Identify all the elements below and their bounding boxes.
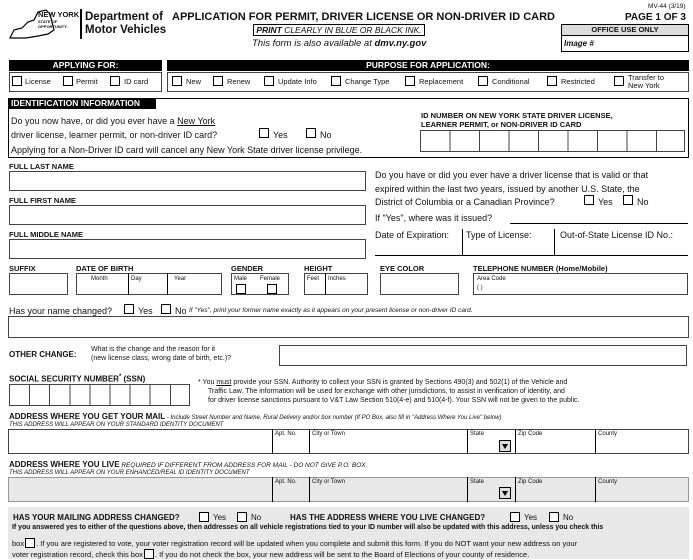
divider	[595, 477, 596, 502]
issued-where-label: If "Yes", where was it issued?	[375, 213, 493, 223]
permit-checkbox[interactable]	[63, 76, 73, 86]
ny-license-question: Do you now have, or did you ever have a New York	[11, 116, 216, 126]
logo-line-1: NEW YORK	[38, 10, 80, 19]
ssn-notice-2: Traffic Law. The information will be used for exchange with other jurisdictions, to assist in verification of identity, and	[208, 388, 565, 395]
other-license-question-1: Do you have or did you ever have a driver license that is valid or that	[375, 170, 649, 180]
former-name-note: If "Yes", print your former name exactly as it appears on your present license or non-driver ID card.	[189, 307, 473, 314]
form-number: MV-44 (3/19)	[648, 3, 686, 10]
dept-line-2: Motor Vehicles	[85, 24, 167, 36]
mail-zip-label: Zip Code	[518, 431, 543, 437]
live-changed-yes-checkbox[interactable]	[510, 512, 520, 522]
ssn-label: SOCIAL SECURITY NUMBER* (SSN)	[9, 374, 146, 384]
year-label: Year	[174, 276, 187, 282]
name-changed-question: Has your name changed?	[9, 306, 113, 316]
divider	[467, 477, 468, 502]
replacement-label: Replacement	[419, 77, 464, 86]
purpose-header: PURPOSE FOR APPLICATION:	[167, 60, 689, 71]
other-change-question-1: What is the change and the reason for it	[91, 346, 216, 353]
dob-label: DATE OF BIRTH	[76, 264, 134, 273]
voter-opt-out-checkbox[interactable]	[144, 549, 154, 559]
ssn-notice-1: * You must provide your SSN. Authority to collect your SSN is granted by Sections 490(3) and 502(1) of the Vehicle and	[198, 379, 568, 386]
divider	[272, 477, 273, 502]
mail-apt-label: Apt. No.	[275, 431, 297, 437]
mail-city-label: City or Town	[312, 431, 345, 437]
live-address-label: ADDRESS WHERE YOU LIVE REQUIRED IF DIFFERENT FROM ADDRESS FOR MAIL - DO NOT GIVE P.O. BOX.	[9, 460, 368, 469]
divider	[325, 273, 326, 295]
live-apt-label: Apt. No.	[275, 479, 297, 485]
divider	[462, 229, 463, 255]
non-driver-note: Applying for a Non-Driver ID card will cancel any New York State driver license privilege.	[11, 145, 363, 155]
suffix-label: SUFFIX	[9, 264, 36, 273]
conditional-checkbox[interactable]	[478, 76, 488, 86]
mailing-changed-question: HAS YOUR MAILING ADDRESS CHANGED?	[13, 513, 180, 522]
divider	[595, 429, 596, 454]
other-change-question-2: (new license class, wrong date of birth, etc.)?	[91, 355, 232, 362]
live-address-input[interactable]	[8, 477, 689, 502]
office-use-label: OFFICE USE ONLY	[562, 25, 688, 36]
name-changed-no-label: No	[175, 306, 187, 316]
divider	[272, 429, 273, 454]
live-city-label: City or Town	[312, 479, 345, 485]
first-name-input[interactable]	[9, 205, 366, 225]
inches-label: Inches	[328, 276, 346, 282]
middle-name-input[interactable]	[9, 239, 366, 259]
other-license-yes-label: Yes	[598, 197, 613, 207]
new-label: New	[186, 77, 202, 86]
restricted-checkbox[interactable]	[547, 76, 557, 86]
mail-state-label: State	[470, 431, 485, 437]
mail-address-input[interactable]	[8, 429, 689, 454]
mail-address-sub: THIS ADDRESS WILL APPEAR ON YOUR STANDARD IDENTITY DOCUMENT	[9, 422, 224, 428]
divider	[309, 477, 310, 502]
oos-id-label: Out-of-State License ID No.:	[560, 230, 674, 240]
day-label: Day	[131, 276, 142, 282]
update-info-checkbox[interactable]	[264, 76, 274, 86]
live-changed-no-label: No	[563, 513, 574, 522]
middle-name-label: FULL MIDDLE NAME	[9, 230, 84, 239]
ssn-notice-3: for driver license sanctions pursuant to V&T Law Section 510(4-e) and 510(4-f). Your SSN will not be given to the public.	[208, 397, 580, 404]
id-number-label-2: LEARNER PERMIT, or NON-DRIVER ID CARD	[421, 120, 582, 129]
ny-license-question-2: driver license, learner permit, or non-driver ID card?	[11, 130, 218, 140]
eye-color-input[interactable]	[380, 273, 459, 295]
first-name-label: FULL FIRST NAME	[9, 196, 76, 205]
other-license-yes-checkbox[interactable]	[584, 195, 594, 205]
change-type-checkbox[interactable]	[331, 76, 341, 86]
divider	[309, 429, 310, 454]
former-name-input[interactable]	[8, 316, 689, 338]
name-changed-yes-checkbox[interactable]	[124, 304, 134, 314]
registration-notice-1: If you answered yes to either of the questions above, then addresses on all vehicle registrations tied to your ID number will also be updated with this address, unless you check this	[12, 524, 604, 531]
print-instruction: PRINT CLEARLY IN BLUE OR BLACK INK.	[253, 24, 425, 36]
male-checkbox[interactable]	[236, 284, 246, 294]
area-code-parens: ( )	[477, 285, 483, 291]
mail-state-dropdown-icon[interactable]	[499, 440, 511, 452]
ny-license-yes-checkbox[interactable]	[259, 128, 269, 138]
ny-license-no-label: No	[320, 130, 332, 140]
update-info-label: Update Info	[278, 77, 317, 86]
page-indicator: PAGE 1 OF 3	[625, 12, 686, 23]
divider	[128, 273, 129, 295]
id-number-input[interactable]	[420, 130, 685, 152]
name-changed-no-checkbox[interactable]	[161, 304, 171, 314]
divider	[515, 429, 516, 454]
other-change-label: OTHER CHANGE:	[9, 350, 77, 359]
live-zip-label: Zip Code	[518, 479, 543, 485]
ny-license-no-checkbox[interactable]	[306, 128, 316, 138]
live-county-label: County	[598, 479, 618, 485]
divider	[515, 477, 516, 502]
license-label: License	[25, 77, 51, 86]
renew-label: Renew	[227, 77, 251, 86]
conditional-label: Conditional	[492, 77, 530, 86]
mailing-changed-no-label: No	[251, 513, 262, 522]
license-type-label: Type of License:	[466, 230, 532, 240]
phone-label: TELEPHONE NUMBER (Home/Mobile)	[473, 264, 608, 273]
other-license-no-checkbox[interactable]	[623, 195, 633, 205]
live-state-label: State	[470, 479, 485, 485]
office-use-box	[561, 24, 689, 52]
registration-notice-2: box . If you are registered to vote, your voter registration record will be updated when you complete and submit this form. If you do NOT want your new address on your	[12, 539, 578, 548]
expiration-label: Date of Expiration:	[375, 230, 450, 240]
mail-county-label: County	[598, 431, 618, 437]
image-number-label: Image #	[564, 39, 594, 48]
license-checkbox[interactable]	[12, 76, 22, 86]
height-label: HEIGHT	[304, 264, 333, 273]
live-changed-yes-label: Yes	[524, 513, 538, 522]
eye-color-label: EYE COLOR	[380, 264, 425, 273]
replacement-checkbox[interactable]	[405, 76, 415, 86]
ny-license-yes-label: Yes	[273, 130, 288, 140]
other-license-question-3: District of Columbia or a Canadian Province?	[375, 197, 555, 207]
issued-where-input[interactable]	[510, 223, 688, 224]
month-label: Month	[91, 276, 108, 282]
female-label: Female	[260, 276, 281, 282]
mail-address-label: ADDRESS WHERE YOU GET YOUR MAIL - Include Street Number and Name, Rural Delivery and/or box number (If PO Box, also fill in "Address Where You Live" below)	[9, 412, 502, 421]
header-divider	[80, 9, 82, 39]
logo-line-2: STATE OF	[38, 19, 58, 24]
renew-checkbox[interactable]	[213, 76, 223, 86]
form-title: APPLICATION FOR PERMIT, DRIVER LICENSE OR NON-DRIVER ID CARD	[172, 11, 555, 23]
transfer-label-1: Transfer to	[628, 73, 664, 82]
last-name-input[interactable]	[9, 171, 366, 191]
suffix-input[interactable]	[9, 273, 68, 295]
mailing-changed-yes-checkbox[interactable]	[199, 512, 209, 522]
divider	[167, 273, 168, 295]
new-checkbox[interactable]	[172, 76, 182, 86]
divider	[467, 429, 468, 454]
live-changed-no-checkbox[interactable]	[549, 512, 559, 522]
mailing-changed-yes-label: Yes	[213, 513, 227, 522]
live-changed-question: HAS THE ADDRESS WHERE YOU LIVE CHANGED?	[290, 513, 486, 522]
gender-label: GENDER	[231, 264, 264, 273]
id-number-label-1: ID NUMBER ON NEW YORK STATE DRIVER LICENSE,	[421, 111, 613, 120]
live-address-sub: THIS ADDRESS WILL APPEAR ON YOUR ENHANCED/REAL ID IDENTITY DOCUMENT	[9, 470, 250, 476]
registration-notice-3: voter registration record, check this box . If you do not check the box, your new address will be sent to the Board of Elections of your county of residence.	[12, 550, 530, 559]
other-license-details-input[interactable]	[375, 255, 688, 256]
other-license-question-2: expired within the last two years, issued by another U.S. State, the	[375, 184, 640, 194]
other-license-no-label: No	[637, 197, 649, 207]
id-card-label: ID card	[124, 77, 149, 86]
change-type-label: Change Type	[345, 77, 390, 86]
live-state-dropdown-icon[interactable]	[499, 487, 511, 499]
identification-header: IDENTIFICATION INFORMATION	[8, 98, 156, 109]
id-card-checkbox[interactable]	[110, 76, 120, 86]
permit-label: Permit	[76, 77, 98, 86]
other-change-input[interactable]	[279, 345, 687, 366]
divider	[554, 229, 555, 255]
transfer-checkbox[interactable]	[614, 76, 624, 86]
available-note: This form is also available at dmv.ny.gov	[252, 38, 427, 49]
feet-label: Feet	[307, 276, 320, 282]
male-label: Male	[234, 276, 248, 282]
logo-line-3: OPPORTUNITY.	[38, 24, 68, 29]
name-changed-yes-label: Yes	[138, 306, 153, 316]
restricted-label: Restricted	[561, 77, 595, 86]
applying-for-header: APPLYING FOR:	[9, 60, 162, 71]
ssn-input[interactable]	[9, 384, 190, 406]
mailing-changed-no-checkbox[interactable]	[237, 512, 247, 522]
last-name-label: FULL LAST NAME	[9, 162, 74, 171]
transfer-label-2: New York	[628, 81, 660, 90]
area-code-label: Area Code	[477, 276, 506, 282]
dept-line-1: Department of	[85, 11, 163, 23]
female-checkbox[interactable]	[267, 284, 277, 294]
